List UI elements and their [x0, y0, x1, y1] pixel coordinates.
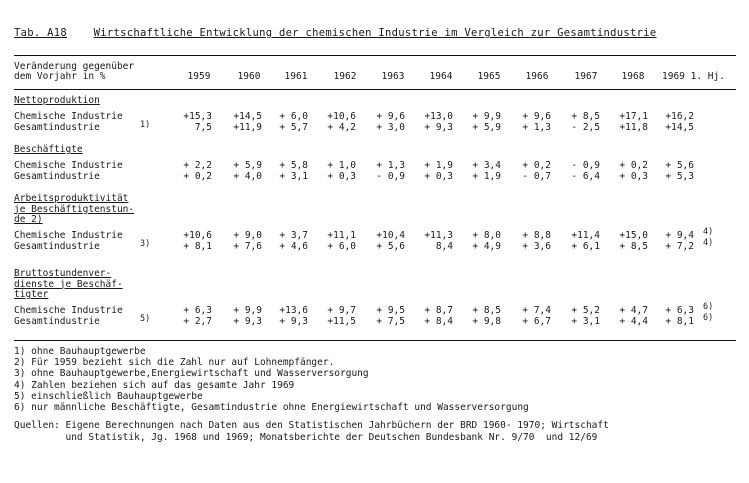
table-cell: + 3,1	[571, 315, 600, 327]
section-heading: de 2)	[14, 214, 43, 225]
table-cell: + 8,7	[424, 304, 453, 316]
section-heading: je Beschäftigtenstun-	[14, 203, 135, 215]
table-cell: + 1,3	[376, 159, 405, 171]
table-cell: +14,5	[233, 110, 262, 122]
table-cell: + 9,4	[665, 229, 694, 241]
bottom-rule	[14, 340, 736, 341]
table-cell: + 3,7	[279, 229, 308, 241]
table-cell: + 3,4	[472, 159, 501, 171]
table-cell: + 5,9	[233, 159, 262, 171]
table-cell: + 3,1	[279, 170, 308, 182]
table-cell: + 1,9	[424, 159, 453, 171]
year-header: 1969 1. Hj.	[662, 71, 725, 82]
table-cell: + 3,6	[522, 240, 551, 252]
table-cell: +15,0	[619, 229, 648, 241]
table-cell: + 8,4	[424, 315, 453, 327]
table-cell: + 6,7	[522, 315, 551, 327]
table-cell: + 6,3	[183, 304, 212, 316]
table-cell: + 4,4	[619, 315, 648, 327]
year-header: 1967	[574, 71, 598, 82]
table-cell: + 7,5	[376, 315, 405, 327]
footnote-line: 5) einschließlich Bauhauptgewerbe	[14, 390, 203, 402]
table-cell: +11,1	[327, 229, 356, 241]
year-header: 1965	[477, 71, 501, 82]
table-cell: + 0,3	[619, 170, 648, 182]
table-cell: + 1,3	[522, 121, 551, 133]
table-cell: + 9,3	[233, 315, 262, 327]
table-cell: + 5,7	[279, 121, 308, 133]
table-cell: + 9,0	[233, 229, 262, 241]
table-cell: + 9,6	[376, 110, 405, 122]
year-header: 1959	[187, 71, 211, 82]
top-rule	[14, 55, 736, 56]
table-cell: +10,6	[327, 110, 356, 122]
table-cell: - 0,7	[522, 170, 551, 182]
table-cell: + 0,3	[424, 170, 453, 182]
year-header: 1960	[237, 71, 261, 82]
table-cell: +11,5	[327, 315, 356, 327]
table-cell: + 0,2	[522, 159, 551, 171]
row-label: Gesamtindustrie	[14, 121, 100, 133]
table-cell: +10,6	[183, 229, 212, 241]
table-cell: + 9,9	[233, 304, 262, 316]
table-cell: + 6,0	[279, 110, 308, 122]
table-cell: + 1,0	[327, 159, 356, 171]
table-cell: + 0,2	[619, 159, 648, 171]
section-heading: Beschäftigte	[14, 144, 83, 155]
table-cell: 7,5	[194, 121, 212, 133]
table-cell: + 4,9	[472, 240, 501, 252]
table-cell: + 5,9	[472, 121, 501, 133]
table-cell: + 7,6	[233, 240, 262, 252]
year-header: 1966	[525, 71, 549, 82]
table-cell: + 6,3	[665, 304, 694, 316]
table-cell: - 2,5	[571, 121, 600, 133]
source-line: Quellen: Eigene Berechnungen nach Daten aus den Statistischen Jahrbüchern der BRD 1960- 1970; Wirtschaft	[14, 420, 609, 431]
header-label-line1: Veränderung gegenüber	[14, 61, 135, 72]
table-cell: +13,6	[279, 304, 308, 316]
table-cell: + 9,8	[472, 315, 501, 327]
table-cell: + 4,2	[327, 121, 356, 133]
table-cell: +15,3	[183, 110, 212, 122]
table-cell: +11,9	[233, 121, 262, 133]
row-label: Gesamtindustrie	[14, 240, 100, 252]
table-cell: + 9,3	[424, 121, 453, 133]
table-cell: + 9,9	[472, 110, 501, 122]
value-footnote: 6)	[703, 301, 714, 312]
table-cell: + 5,8	[279, 159, 308, 171]
row-label: Chemische Industrie	[14, 159, 123, 171]
table-cell: +11,3	[424, 229, 453, 241]
table-cell: +10,4	[376, 229, 405, 241]
table-cell: + 8,5	[571, 110, 600, 122]
table-number: Tab. A18	[14, 27, 67, 39]
table-cell: + 9,6	[522, 110, 551, 122]
table-cell: +16,2	[665, 110, 694, 122]
table-cell: + 8,8	[522, 229, 551, 241]
table-cell: - 0,9	[376, 170, 405, 182]
section-heading: tigter	[14, 289, 49, 300]
row-label: Chemische Industrie	[14, 110, 123, 122]
table-cell: +13,0	[424, 110, 453, 122]
year-header: 1962	[333, 71, 357, 82]
column-header-label	[14, 62, 134, 82]
table-cell: + 9,7	[327, 304, 356, 316]
table-cell: + 9,3	[279, 315, 308, 327]
footnote-line: 6) nur männliche Beschäftigte, Gesamtindustrie ohne Energiewirtschaft und Wasserversorgung	[14, 402, 529, 413]
row-label-footnote: 1)	[140, 119, 151, 130]
year-header: 1961	[284, 71, 308, 82]
year-header: 1963	[381, 71, 405, 82]
table-cell: + 4,7	[619, 304, 648, 316]
footnote-line: 1) ohne Bauhauptgewerbe	[14, 346, 146, 357]
year-header: 1968	[621, 71, 645, 82]
header-rule	[14, 89, 736, 90]
table-cell: 8,4	[435, 240, 453, 252]
row-label-footnote: 5)	[140, 313, 151, 324]
section-heading: Arbeitsproduktivität	[14, 193, 129, 204]
value-footnote: 6)	[703, 312, 714, 323]
table-cell: + 2,7	[183, 315, 212, 327]
table-cell: + 8,5	[619, 240, 648, 252]
table-cell: + 3,0	[376, 121, 405, 133]
source-line: und Statistik, Jg. 1968 und 1969; Monatsberichte der Deutschen Bundesbank Nr. 9/70 und 12/69	[14, 431, 598, 443]
footnote-line: 3) ohne Bauhauptgewerbe,Energiewirtschaft und Wasserversorgung	[14, 368, 369, 380]
table-cell: + 8,0	[472, 229, 501, 241]
table-cell: +11,8	[619, 121, 648, 133]
table-cell: - 6,4	[571, 170, 600, 182]
value-footnote: 4)	[703, 237, 714, 248]
table-cell: + 1,9	[472, 170, 501, 182]
header-label-line2: dem Vorjahr in %	[14, 71, 106, 82]
table-cell: + 6,1	[571, 240, 600, 252]
table-cell: + 5,6	[376, 240, 405, 252]
row-label: Chemische Industrie	[14, 304, 123, 316]
table-title	[14, 27, 656, 39]
table-cell: - 0,9	[571, 159, 600, 171]
year-header: 1964	[429, 71, 453, 82]
table-cell: +17,1	[619, 110, 648, 122]
row-label: Gesamtindustrie	[14, 170, 100, 182]
value-footnote: 4)	[703, 226, 714, 237]
table-cell: + 9,5	[376, 304, 405, 316]
table-cell: + 8,5	[472, 304, 501, 316]
row-label: Chemische Industrie	[14, 229, 123, 241]
table-cell: + 2,2	[183, 159, 212, 171]
table-cell: + 7,4	[522, 304, 551, 316]
row-label-footnote: 3)	[140, 238, 151, 249]
table-cell: + 5,3	[665, 170, 694, 182]
section-heading: dienste je Beschäf-	[14, 278, 123, 290]
footnote-line: 2) Für 1959 bezieht sich die Zahl nur auf Lohnempfänger.	[14, 357, 335, 369]
table-cell: + 7,2	[665, 240, 694, 252]
table-cell: + 4,0	[233, 170, 262, 182]
table-cell: +11,4	[571, 229, 600, 241]
table-cell: + 6,0	[327, 240, 356, 252]
table-cell: + 5,6	[665, 159, 694, 171]
row-label: Gesamtindustrie	[14, 315, 100, 327]
table-cell: +14,5	[665, 121, 694, 133]
table-cell: + 4,6	[279, 240, 308, 252]
footnote-line: 4) Zahlen beziehen sich auf das gesamte Jahr 1969	[14, 379, 295, 391]
table-cell: + 5,2	[571, 304, 600, 316]
section-heading: Nettoproduktion	[14, 95, 100, 106]
table-cell: + 8,1	[183, 240, 212, 252]
section-heading: Bruttostundenver-	[14, 268, 112, 279]
table-cell: + 0,2	[183, 170, 212, 182]
table-cell: + 8,1	[665, 315, 694, 327]
table-cell: + 0,3	[327, 170, 356, 182]
table-heading: Wirtschaftliche Entwicklung der chemischen Industrie im Vergleich zur Gesamtindustrie	[93, 27, 657, 39]
